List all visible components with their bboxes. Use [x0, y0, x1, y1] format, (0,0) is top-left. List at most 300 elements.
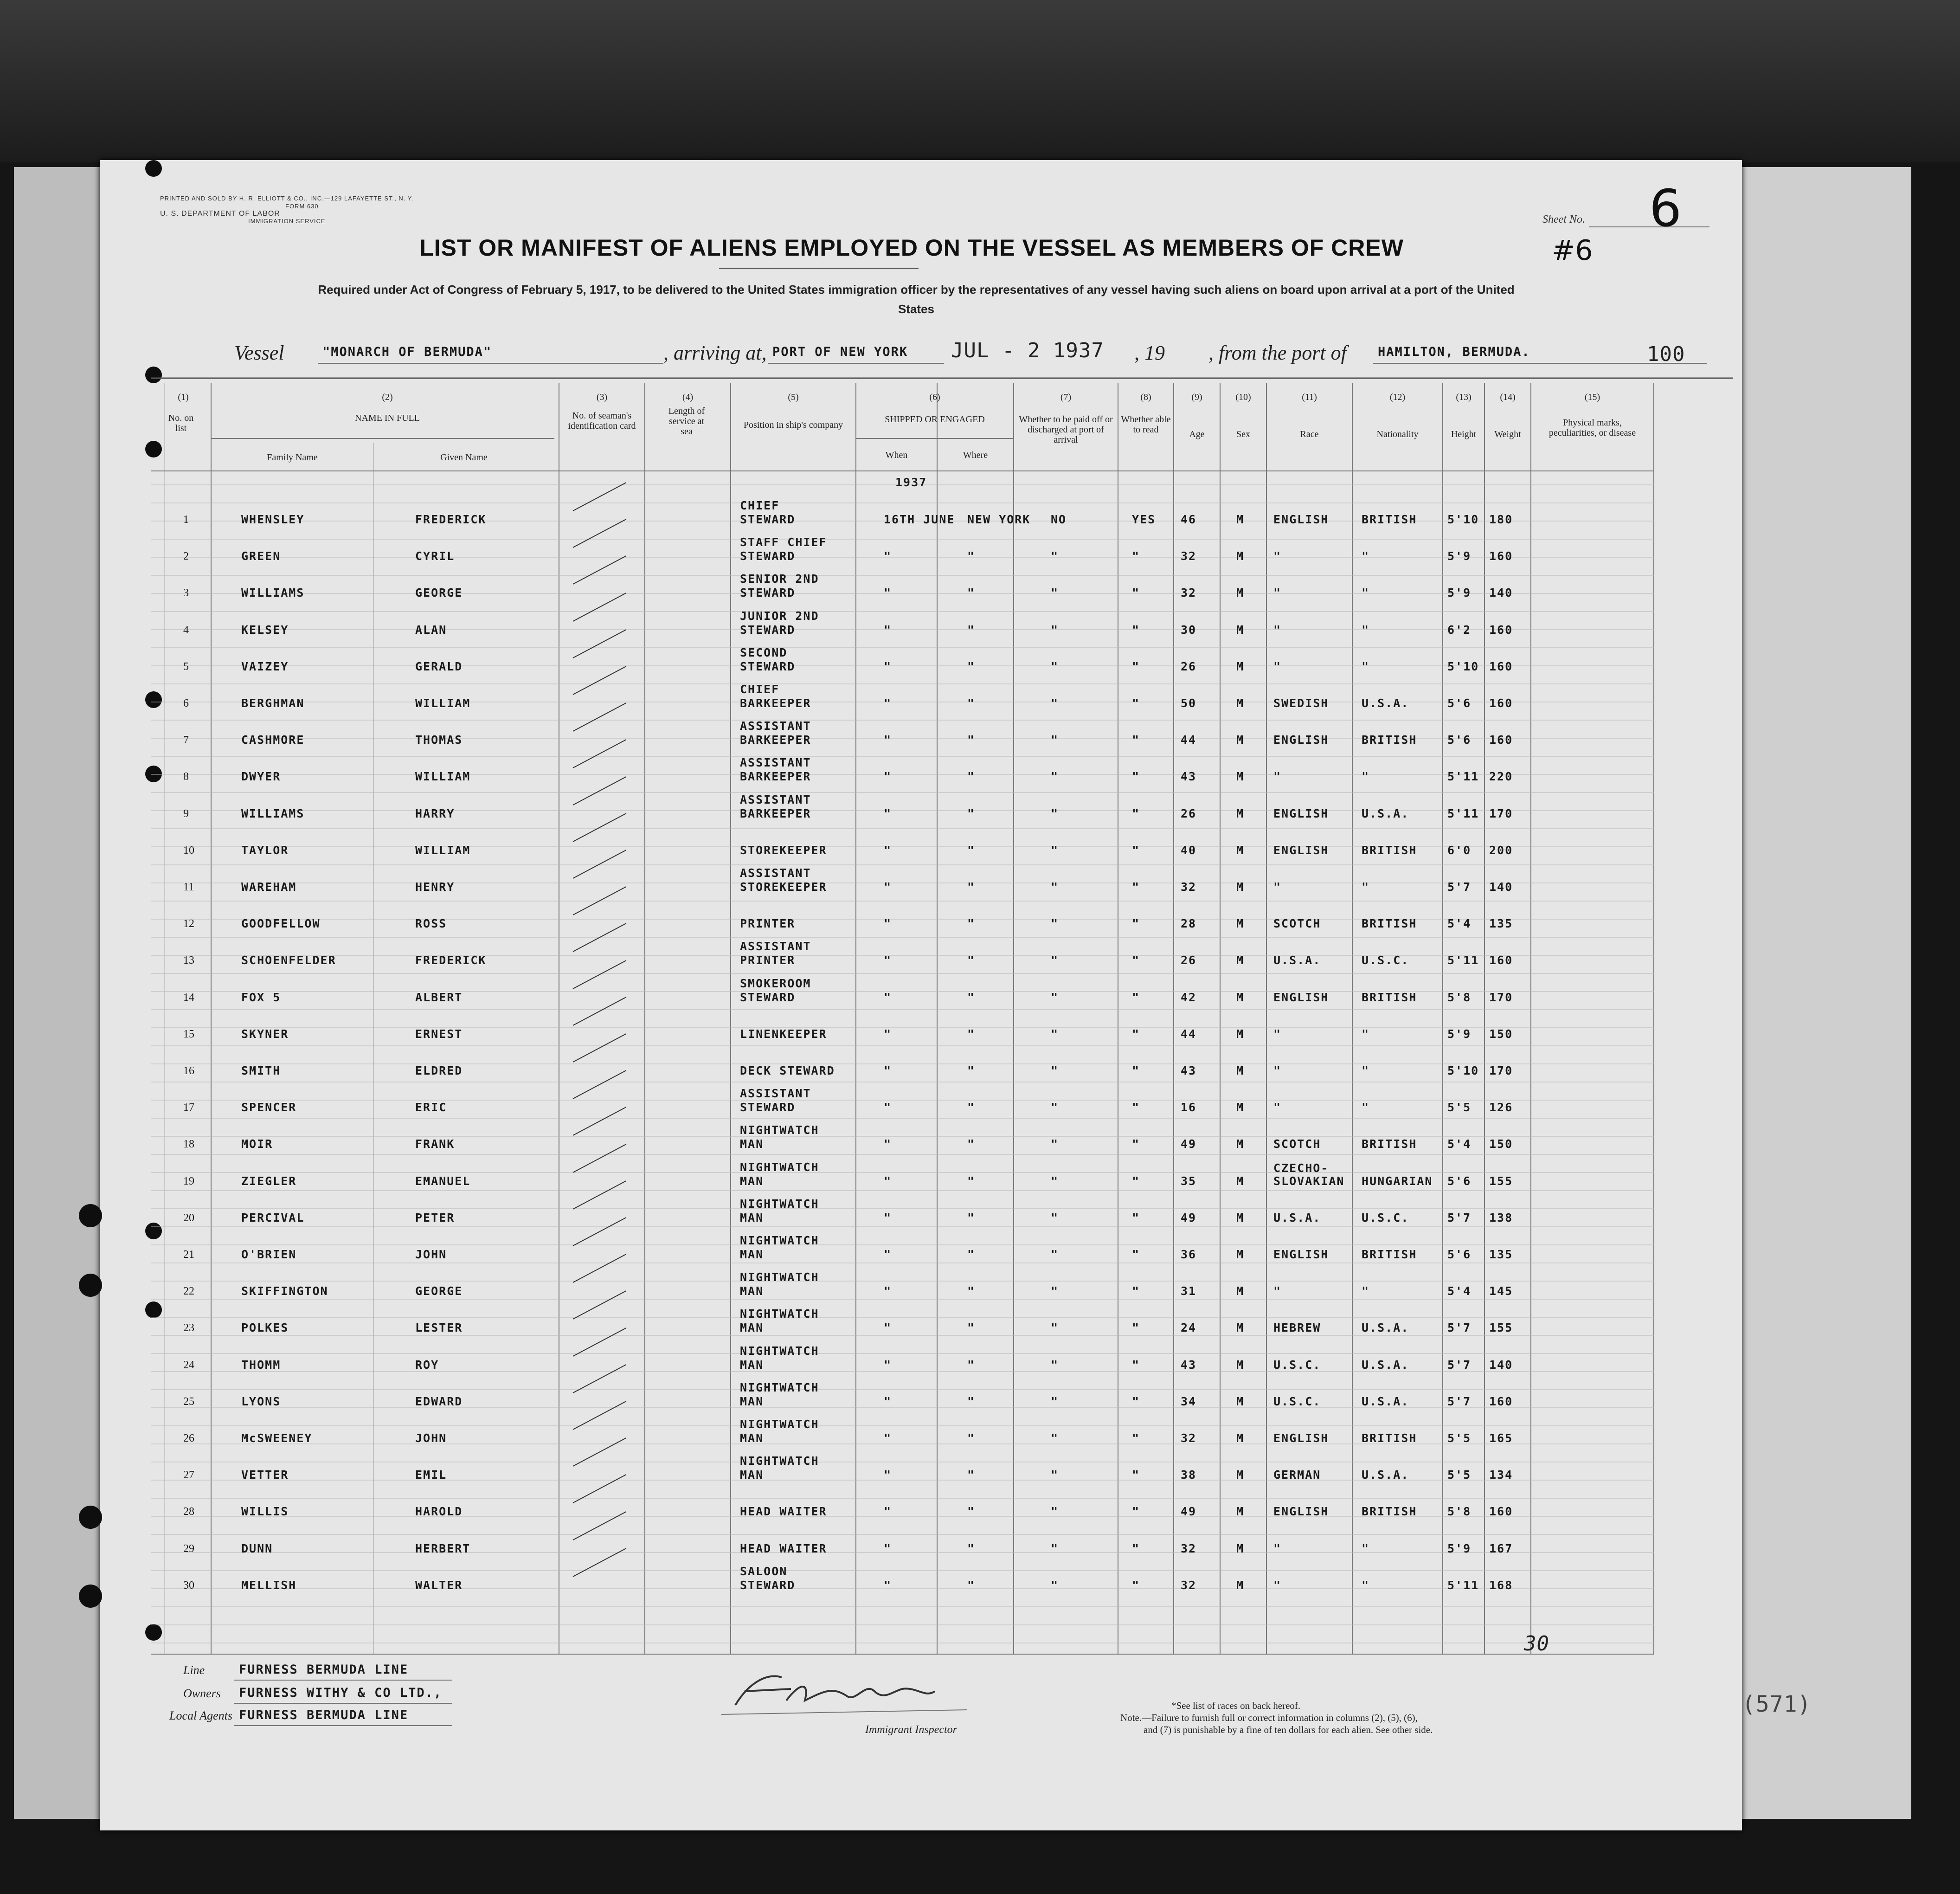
read-cell: " [1132, 659, 1140, 673]
position-line-1: SECOND [740, 645, 788, 659]
given-cell: GEORGE [415, 1284, 463, 1298]
paid-cell: NO [1051, 513, 1067, 526]
col8-label: Whether able to read [1121, 414, 1171, 435]
paid-cell: " [1051, 586, 1059, 600]
sex-cell: M [1236, 770, 1245, 784]
given-cell: ROSS [415, 917, 447, 931]
where-cell: " [967, 696, 976, 710]
age-cell: 32 [1181, 1431, 1197, 1445]
no-cell: 25 [183, 1395, 194, 1408]
position-line-1: SMOKEROOM [740, 976, 811, 990]
sex-cell: M [1236, 1321, 1245, 1335]
family-name-header: Family Name [267, 452, 318, 463]
position-line-1: NIGHTWATCH [740, 1234, 819, 1247]
col10-label: Sex [1236, 429, 1250, 439]
position-line-2: BARKEEPER [740, 770, 811, 784]
race-cell: " [1273, 1027, 1282, 1041]
sheet-number: 6 [1649, 179, 1682, 238]
family-cell: WAREHAM [241, 880, 297, 894]
nat-cell: " [1362, 549, 1370, 563]
weight-cell: 160 [1489, 659, 1513, 673]
where-cell: " [967, 1211, 976, 1224]
position-line-2: MAN [740, 1358, 764, 1372]
race-cell: ENGLISH [1273, 1248, 1329, 1261]
age-cell: 30 [1181, 623, 1197, 637]
col3-number: (3) [596, 392, 608, 402]
punch-hole [79, 1204, 102, 1227]
family-cell: VETTER [241, 1468, 289, 1482]
no-cell: 19 [183, 1175, 194, 1187]
read-cell: " [1132, 1358, 1140, 1372]
sex-cell: M [1236, 1248, 1245, 1261]
paid-cell: " [1051, 623, 1059, 637]
paid-cell: " [1051, 1358, 1059, 1372]
where-cell: " [967, 1358, 976, 1372]
weight-cell: 160 [1489, 696, 1513, 710]
read-cell: " [1132, 1101, 1140, 1114]
given-cell: THOMAS [415, 733, 463, 747]
position-line-1: ASSISTANT [740, 1087, 811, 1101]
agents-label: Local Agents [169, 1709, 233, 1722]
col7-label: Whether to be paid off or discharged at port of arrival [1019, 414, 1113, 445]
col11-number: (11) [1302, 392, 1317, 402]
when-cell: " [884, 1064, 892, 1077]
family-cell: KELSEY [241, 623, 289, 637]
when-cell: " [884, 1174, 892, 1188]
given-cell: WILLIAM [415, 843, 471, 857]
position-line-2: DECK STEWARD [740, 1064, 835, 1077]
race-cell: CZECHO- [1273, 1161, 1329, 1175]
read-cell: " [1132, 1211, 1140, 1224]
no-cell: 6 [183, 697, 189, 709]
family-cell: SPENCER [241, 1101, 297, 1114]
paid-cell: " [1051, 770, 1059, 784]
age-cell: 49 [1181, 1505, 1197, 1519]
position-line-2: MAN [740, 1284, 764, 1298]
given-cell: HAROLD [415, 1505, 463, 1519]
nat-cell: BRITISH [1362, 1431, 1417, 1445]
weight-cell: 134 [1489, 1468, 1513, 1482]
weight-cell: 170 [1489, 806, 1513, 820]
height-cell: 5'7 [1447, 1358, 1472, 1372]
when-cell: " [884, 623, 892, 637]
height-cell: 5'10 [1447, 659, 1479, 673]
position-line-2: STOREKEEPER [740, 843, 827, 857]
nat-cell: " [1362, 1284, 1370, 1298]
age-cell: 35 [1181, 1174, 1197, 1188]
age-cell: 44 [1181, 733, 1197, 747]
height-cell: 5'7 [1447, 880, 1472, 894]
read-cell: " [1132, 1468, 1140, 1482]
position-line-1: SENIOR 2ND [740, 572, 819, 586]
race-cell-cont: SLOVAKIAN [1273, 1174, 1345, 1188]
when-cell: " [884, 1321, 892, 1335]
when-cell: " [884, 1468, 892, 1482]
given-cell: FREDERICK [415, 953, 487, 967]
age-cell: 32 [1181, 1541, 1197, 1555]
read-cell: " [1132, 1578, 1140, 1592]
read-cell: " [1132, 1284, 1140, 1298]
position-line-2: BARKEEPER [740, 733, 811, 747]
race-cell: U.S.C. [1273, 1358, 1321, 1372]
where-header: Where [963, 450, 988, 460]
position-line-2: MAN [740, 1468, 764, 1482]
race-cell: ENGLISH [1273, 843, 1329, 857]
age-cell: 16 [1181, 1101, 1197, 1114]
where-cell: " [967, 1027, 976, 1041]
crew-count: 100 [1647, 342, 1685, 366]
when-cell: " [884, 1358, 892, 1372]
sheet-mark: #6 [1552, 234, 1593, 267]
height-cell: 5'6 [1447, 1174, 1472, 1188]
family-cell: SKIFFINGTON [241, 1284, 328, 1298]
col1-number: (1) [178, 392, 189, 402]
height-cell: 5'6 [1447, 733, 1472, 747]
nat-cell: " [1362, 586, 1370, 600]
read-cell: YES [1132, 513, 1156, 526]
age-cell: 44 [1181, 1027, 1197, 1041]
height-cell: 5'9 [1447, 1027, 1472, 1041]
race-cell: " [1273, 1064, 1282, 1077]
sheet-number-label: Sheet No. [1542, 213, 1585, 225]
sex-cell: M [1236, 586, 1245, 600]
nat-cell: U.S.A. [1362, 696, 1409, 710]
position-line-1: NIGHTWATCH [740, 1270, 819, 1284]
no-cell: 15 [183, 1028, 194, 1040]
sex-cell: M [1236, 1174, 1245, 1188]
paid-cell: " [1051, 1211, 1059, 1224]
weight-cell: 170 [1489, 1064, 1513, 1077]
owners-value: FURNESS WITHY & CO LTD., [239, 1686, 443, 1700]
sex-cell: M [1236, 659, 1245, 673]
where-cell: " [967, 953, 976, 967]
given-cell: ERNEST [415, 1027, 463, 1041]
read-cell: " [1132, 733, 1140, 747]
nat-cell: " [1362, 1578, 1370, 1592]
position-line-2: STEWARD [740, 659, 796, 673]
vessel-name: "MONARCH OF BERMUDA" [322, 345, 492, 359]
paid-cell: " [1051, 659, 1059, 673]
position-line-1: ASSISTANT [740, 719, 811, 733]
position-line-2: MAN [740, 1211, 764, 1224]
col6-label: SHIPPED OR ENGAGED [885, 414, 985, 425]
owners-underline [234, 1703, 452, 1704]
nat-cell: " [1362, 770, 1370, 784]
nat-cell: BRITISH [1362, 1248, 1417, 1261]
from-port-label: , from the port of [1208, 341, 1347, 364]
when-cell: " [884, 770, 892, 784]
sex-cell: M [1236, 1284, 1245, 1298]
where-cell: " [967, 623, 976, 637]
read-cell: " [1132, 806, 1140, 820]
sex-cell: M [1236, 696, 1245, 710]
race-cell: " [1273, 659, 1282, 673]
position-line-1: NIGHTWATCH [740, 1344, 819, 1358]
where-cell: " [967, 1174, 976, 1188]
col15-number: (15) [1584, 392, 1600, 402]
race-cell: " [1273, 549, 1282, 563]
nat-cell: " [1362, 1101, 1370, 1114]
position-line-2: STEWARD [740, 1578, 796, 1592]
where-cell: " [967, 1101, 976, 1114]
age-cell: 36 [1181, 1248, 1197, 1261]
no-cell: 10 [183, 844, 194, 857]
read-cell: " [1132, 1027, 1140, 1041]
age-cell: 26 [1181, 659, 1197, 673]
given-cell: ERIC [415, 1101, 447, 1114]
no-cell: 4 [183, 624, 189, 636]
paid-cell: " [1051, 549, 1059, 563]
weight-cell: 155 [1489, 1174, 1513, 1188]
no-cell: 1 [183, 514, 189, 526]
position-line-2: STEWARD [740, 549, 796, 563]
given-cell: FREDERICK [415, 513, 487, 526]
nat-cell: BRITISH [1362, 990, 1417, 1004]
position-line-2: PRINTER [740, 917, 796, 931]
where-cell: " [967, 1541, 976, 1555]
position-line-2: BARKEEPER [740, 806, 811, 820]
position-line-1: NIGHTWATCH [740, 1417, 819, 1431]
position-line-2: STEWARD [740, 586, 796, 600]
scan-background-top [0, 0, 1960, 162]
sex-cell: M [1236, 880, 1245, 894]
agents-value: FURNESS BERMUDA LINE [239, 1708, 409, 1722]
weight-cell: 165 [1489, 1431, 1513, 1445]
position-line-2: LINENKEEPER [740, 1027, 827, 1041]
arrival-port: PORT OF NEW YORK [772, 345, 908, 359]
when-cell: " [884, 1211, 892, 1224]
race-cell: U.S.C. [1273, 1394, 1321, 1408]
weight-cell: 160 [1489, 549, 1513, 563]
weight-cell: 170 [1489, 990, 1513, 1004]
family-cell: GREEN [241, 549, 281, 563]
where-cell: " [967, 1431, 976, 1445]
paid-cell: " [1051, 696, 1059, 710]
when-cell: " [884, 1505, 892, 1519]
race-cell: " [1273, 1578, 1282, 1592]
nat-cell: U.S.A. [1362, 1394, 1409, 1408]
read-cell: " [1132, 917, 1140, 931]
when-cell: " [884, 659, 892, 673]
sex-cell: M [1236, 806, 1245, 820]
paid-cell: " [1051, 917, 1059, 931]
line-value: FURNESS BERMUDA LINE [239, 1662, 409, 1677]
race-cell: " [1273, 1101, 1282, 1114]
year-label: , 19 [1134, 341, 1165, 364]
where-cell: " [967, 1394, 976, 1408]
height-cell: 6'2 [1447, 623, 1472, 637]
position-line-2: BARKEEPER [740, 696, 811, 710]
when-cell: " [884, 586, 892, 600]
family-cell: WILLIS [241, 1505, 289, 1519]
given-cell: WILLIAM [415, 770, 471, 784]
paid-cell: " [1051, 806, 1059, 820]
sex-cell: M [1236, 1505, 1245, 1519]
position-line-1: ASSISTANT [740, 756, 811, 770]
col2-number: (2) [382, 392, 393, 402]
age-cell: 43 [1181, 770, 1197, 784]
height-cell: 5'7 [1447, 1211, 1472, 1224]
nat-cell: BRITISH [1362, 513, 1417, 526]
from-port: HAMILTON, BERMUDA. [1378, 345, 1530, 359]
height-cell: 5'5 [1447, 1101, 1472, 1114]
age-cell: 26 [1181, 953, 1197, 967]
height-cell: 5'5 [1447, 1431, 1472, 1445]
position-line-2: PRINTER [740, 953, 796, 967]
read-cell: " [1132, 1541, 1140, 1555]
department-line: U. S. DEPARTMENT OF LABOR [160, 210, 280, 218]
nat-cell: " [1362, 880, 1370, 894]
nat-cell: BRITISH [1362, 843, 1417, 857]
line-label: Line [183, 1663, 205, 1677]
col4-label: Length of service at sea [668, 406, 705, 437]
margin-number: (571) [1742, 1691, 1812, 1717]
nat-cell: " [1362, 1064, 1370, 1077]
sex-cell: M [1236, 733, 1245, 747]
position-line-2: STEWARD [740, 513, 796, 526]
date-stamp: JUL - 2 1937 [951, 339, 1104, 362]
weight-cell: 180 [1489, 513, 1513, 526]
col14-number: (14) [1500, 392, 1516, 402]
read-cell: " [1132, 1064, 1140, 1077]
paid-cell: " [1051, 843, 1059, 857]
position-line-1: CHIEF [740, 683, 780, 696]
sex-cell: M [1236, 917, 1245, 931]
weight-cell: 140 [1489, 586, 1513, 600]
where-cell: " [967, 1248, 976, 1261]
when-cell: " [884, 990, 892, 1004]
read-cell: " [1132, 1174, 1140, 1188]
form-number: FORM 630 [285, 203, 319, 210]
paid-cell: " [1051, 1505, 1059, 1519]
height-cell: 5'4 [1447, 917, 1472, 931]
paid-cell: " [1051, 1027, 1059, 1041]
age-cell: 42 [1181, 990, 1197, 1004]
no-cell: 30 [183, 1579, 194, 1591]
when-cell: " [884, 733, 892, 747]
family-cell: POLKES [241, 1321, 289, 1335]
paid-cell: " [1051, 880, 1059, 894]
position-line-2: STEWARD [740, 990, 796, 1004]
weight-cell: 150 [1489, 1027, 1513, 1041]
manifest-page [100, 160, 1812, 1830]
read-cell: " [1132, 1505, 1140, 1519]
read-cell: " [1132, 1137, 1140, 1151]
when-cell: 16TH JUNE [884, 513, 955, 526]
nat-cell: BRITISH [1362, 1505, 1417, 1519]
col5-number: (5) [788, 392, 799, 402]
position-line-1: ASSISTANT [740, 866, 811, 880]
sex-cell: M [1236, 1394, 1245, 1408]
punch-hole [79, 1585, 102, 1608]
when-cell: " [884, 917, 892, 931]
paid-cell: " [1051, 1174, 1059, 1188]
age-cell: 24 [1181, 1321, 1197, 1335]
given-cell: CYRIL [415, 549, 455, 563]
paid-cell: " [1051, 1248, 1059, 1261]
races-note: *See list of races on back hereof. [1171, 1700, 1301, 1711]
read-cell: " [1132, 623, 1140, 637]
family-cell: FOX 5 [241, 990, 281, 1004]
paid-cell: " [1051, 1064, 1059, 1077]
nat-cell: BRITISH [1362, 733, 1417, 747]
no-cell: 28 [183, 1506, 194, 1518]
total-count: 30 [1524, 1632, 1549, 1656]
owners-label: Owners [183, 1687, 221, 1700]
weight-cell: 160 [1489, 733, 1513, 747]
given-cell: HERBERT [415, 1541, 471, 1555]
where-cell: " [967, 1284, 976, 1298]
weight-cell: 140 [1489, 880, 1513, 894]
position-line-1: CHIEF [740, 499, 780, 512]
sex-cell: M [1236, 1211, 1245, 1224]
weight-cell: 135 [1489, 917, 1513, 931]
age-cell: 43 [1181, 1358, 1197, 1372]
family-cell: BERGHMAN [241, 696, 305, 710]
position-line-1: NIGHTWATCH [740, 1307, 819, 1321]
given-cell: HENRY [415, 880, 455, 894]
nat-cell: U.S.A. [1362, 806, 1409, 820]
no-cell: 2 [183, 550, 189, 563]
weight-cell: 150 [1489, 1137, 1513, 1151]
weight-cell: 160 [1489, 1394, 1513, 1408]
nat-cell: BRITISH [1362, 1137, 1417, 1151]
read-cell: " [1132, 1248, 1140, 1261]
where-cell: " [967, 1468, 976, 1482]
no-cell: 26 [183, 1432, 194, 1444]
fine-note-1: Note.—Failure to furnish full or correct information in columns (2), (5), (6), [1120, 1712, 1418, 1723]
height-cell: 5'11 [1447, 1578, 1479, 1592]
weight-cell: 220 [1489, 770, 1513, 784]
fine-note-2: and (7) is punishable by a fine of ten dollars for each alien. See other side. [1144, 1724, 1433, 1735]
family-cell: SKYNER [241, 1027, 289, 1041]
sex-cell: M [1236, 513, 1245, 526]
nat-cell: " [1362, 1027, 1370, 1041]
family-cell: SCHOENFELDER [241, 953, 336, 967]
col15-label: Physical marks, peculiarities, or disease [1549, 418, 1636, 438]
race-cell: " [1273, 623, 1282, 637]
family-cell: GOODFELLOW [241, 917, 321, 931]
no-cell: 3 [183, 587, 189, 599]
col12-number: (12) [1389, 392, 1406, 402]
where-cell: " [967, 806, 976, 820]
col13-label: Height [1451, 429, 1477, 439]
given-cell: EMANUEL [415, 1174, 471, 1188]
sex-cell: M [1236, 1101, 1245, 1114]
position-line-1: STAFF CHIEF [740, 535, 827, 549]
height-cell: 5'5 [1447, 1468, 1472, 1482]
paid-cell: " [1051, 1101, 1059, 1114]
nat-cell: " [1362, 1541, 1370, 1555]
no-cell: 12 [183, 918, 194, 930]
age-cell: 43 [1181, 1064, 1197, 1077]
paid-cell: " [1051, 1394, 1059, 1408]
position-line-1: NIGHTWATCH [740, 1160, 819, 1174]
age-cell: 28 [1181, 917, 1197, 931]
position-line-2: MAN [740, 1431, 764, 1445]
shipped-year: 1937 [895, 476, 927, 489]
height-cell: 5'4 [1447, 1137, 1472, 1151]
no-cell: 29 [183, 1542, 194, 1555]
col9-number: (9) [1191, 392, 1202, 402]
family-cell: ZIEGLER [241, 1174, 297, 1188]
col2-label: NAME IN FULL [355, 413, 420, 423]
sex-cell: M [1236, 1064, 1245, 1077]
age-cell: 46 [1181, 513, 1197, 526]
height-cell: 5'11 [1447, 806, 1479, 820]
service-line: IMMIGRATION SERVICE [248, 218, 326, 225]
read-cell: " [1132, 1394, 1140, 1408]
